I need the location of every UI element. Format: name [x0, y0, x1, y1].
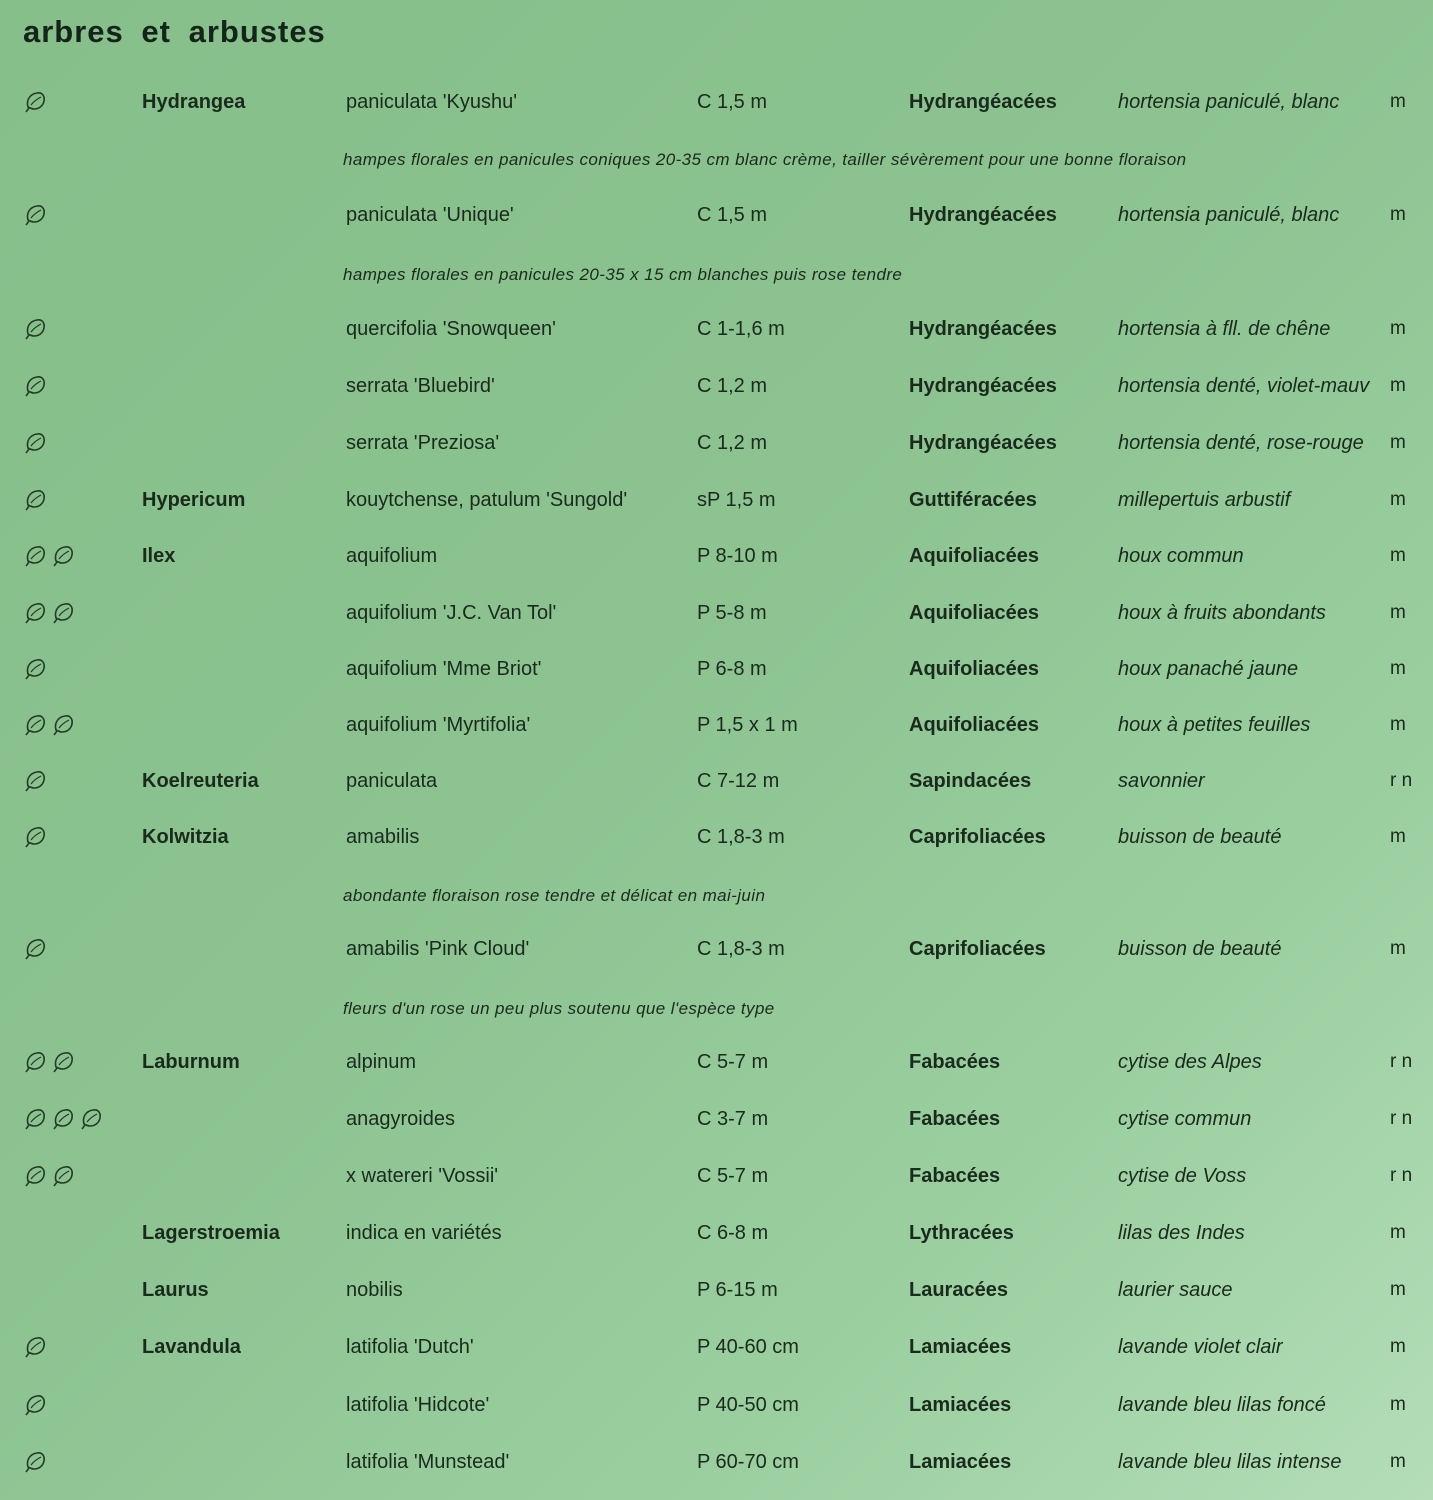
family-name: Lamiacées: [909, 1394, 1012, 1416]
leaf-shape-icon: [22, 429, 50, 457]
common-name: cytise de Voss: [1118, 1165, 1247, 1187]
plant-row: [0, 82, 1433, 122]
leaf-icons: [22, 761, 50, 801]
genus-name: Laurus: [142, 1279, 209, 1301]
use-code: r n: [1390, 1051, 1413, 1072]
leaf-shape-icon: [22, 542, 50, 570]
species-name: aquifolium: [346, 545, 438, 567]
common-name: laurier sauce: [1118, 1279, 1233, 1301]
family-name: Hydrangéacées: [909, 432, 1057, 454]
common-name: houx à petites feuilles: [1118, 714, 1311, 736]
leaf-icons: [22, 82, 50, 122]
species-name: quercifolia 'Snowqueen': [346, 318, 556, 340]
common-name: savonnier: [1118, 770, 1205, 792]
leaf-shape-icon: [22, 1391, 50, 1419]
use-code: m: [1390, 714, 1406, 735]
leaf-icons: [22, 1442, 50, 1482]
use-code: r n: [1390, 770, 1413, 791]
common-name: hortensia denté, rose-rouge: [1118, 432, 1364, 454]
species-name: amabilis: [346, 826, 420, 848]
plant-row: [0, 593, 1433, 633]
leaf-shape-icon: [50, 1162, 78, 1190]
leaf-icons: [22, 366, 50, 406]
leaf-shape-icon: [50, 1105, 78, 1133]
genus-name: Kolwitzia: [142, 826, 229, 848]
species-name: serrata 'Bluebird': [346, 375, 495, 397]
family-name: Hydrangéacées: [909, 318, 1057, 340]
plant-row: [0, 423, 1433, 463]
family-name: Lythracées: [909, 1222, 1014, 1244]
plant-row: [0, 1327, 1433, 1367]
leaf-shape-icon: [50, 1048, 78, 1076]
size-value: P 40-60 cm: [697, 1336, 799, 1358]
use-code: m: [1390, 545, 1406, 566]
species-name: paniculata 'Unique': [346, 204, 514, 226]
family-name: Lamiacées: [909, 1336, 1012, 1358]
genus-name: Koelreuteria: [142, 770, 259, 792]
species-name: paniculata 'Kyushu': [346, 91, 518, 113]
leaf-shape-icon: [22, 711, 50, 739]
species-name: latifolia 'Munstead': [346, 1451, 510, 1473]
leaf-shape-icon: [22, 88, 50, 116]
common-name: hortensia à fll. de chêne: [1118, 318, 1331, 340]
species-name: nobilis: [346, 1279, 403, 1301]
species-name: anagyroides: [346, 1108, 455, 1130]
plant-row: [0, 761, 1433, 801]
use-code: m: [1390, 602, 1406, 623]
size-value: P 6-8 m: [697, 658, 767, 680]
plant-row: [0, 1385, 1433, 1425]
use-code: m: [1390, 1451, 1406, 1472]
leaf-shape-icon: [78, 1105, 106, 1133]
size-value: C 1,2 m: [697, 432, 768, 454]
species-name: alpinum: [346, 1051, 417, 1073]
use-code: m: [1390, 489, 1406, 510]
common-name: buisson de beauté: [1118, 938, 1282, 960]
plant-row: [0, 1213, 1433, 1253]
leaf-icons: [22, 1099, 106, 1139]
genus-name: Hypericum: [142, 489, 246, 511]
species-name: aquifolium 'J.C. Van Tol': [346, 602, 557, 624]
family-name: Fabacées: [909, 1165, 1001, 1187]
leaf-icons: [22, 309, 50, 349]
size-value: C 1,2 m: [697, 375, 768, 397]
common-name: lavande bleu lilas foncé: [1118, 1394, 1326, 1416]
common-name: lilas des Indes: [1118, 1222, 1245, 1244]
plant-row: [0, 536, 1433, 576]
leaf-icons: [22, 423, 50, 463]
common-name: hortensia paniculé, blanc: [1118, 204, 1340, 226]
genus-name: Lagerstroemia: [142, 1222, 280, 1244]
leaf-shape-icon: [50, 542, 78, 570]
size-value: sP 1,5 m: [697, 489, 776, 511]
use-code: m: [1390, 1394, 1406, 1415]
leaf-shape-icon: [22, 1333, 50, 1361]
size-value: C 5-7 m: [697, 1051, 769, 1073]
size-value: C 1,5 m: [697, 91, 768, 113]
use-code: m: [1390, 658, 1406, 679]
leaf-shape-icon: [22, 1105, 50, 1133]
leaf-shape-icon: [22, 655, 50, 683]
use-code: m: [1390, 375, 1406, 396]
family-name: Sapindacées: [909, 770, 1032, 792]
leaf-shape-icon: [50, 599, 78, 627]
leaf-icons: [22, 817, 50, 857]
genus-name: Laburnum: [142, 1051, 240, 1073]
leaf-shape-icon: [22, 201, 50, 229]
use-code: m: [1390, 91, 1406, 112]
use-code: m: [1390, 318, 1406, 339]
leaf-icons: [22, 195, 50, 235]
use-code: m: [1390, 1222, 1406, 1243]
common-name: millepertuis arbustif: [1118, 489, 1291, 511]
common-name: cytise commun: [1118, 1108, 1252, 1130]
plant-row: [0, 1099, 1433, 1139]
family-name: Aquifoliacées: [909, 545, 1040, 567]
family-name: Aquifoliacées: [909, 714, 1040, 736]
genus-name: Hydrangea: [142, 91, 246, 113]
page-title: arbres et arbustes: [23, 14, 326, 49]
species-name: paniculata: [346, 770, 438, 792]
size-value: P 60-70 cm: [697, 1451, 799, 1473]
species-name: indica en variétés: [346, 1222, 502, 1244]
family-name: Caprifoliacées: [909, 826, 1046, 848]
species-name: serrata 'Preziosa': [346, 432, 500, 454]
size-value: C 1,5 m: [697, 204, 768, 226]
plant-row: [0, 1156, 1433, 1196]
plant-row: [0, 929, 1433, 969]
size-value: P 5-8 m: [697, 602, 767, 624]
plant-row: [0, 705, 1433, 745]
size-value: P 8-10 m: [697, 545, 778, 567]
size-value: C 5-7 m: [697, 1165, 769, 1187]
plant-row: [0, 817, 1433, 857]
common-name: lavande violet clair: [1118, 1336, 1283, 1358]
species-name: aquifolium 'Myrtifolia': [346, 714, 531, 736]
family-name: Hydrangéacées: [909, 375, 1057, 397]
plant-row: [0, 195, 1433, 235]
use-code: m: [1390, 938, 1406, 959]
size-value: P 40-50 cm: [697, 1394, 799, 1416]
description-note: hampes florales en panicules 20-35 x 15 cm blanches puis rose tendre: [343, 265, 903, 284]
leaf-icons: [22, 593, 78, 633]
size-value: P 6-15 m: [697, 1279, 778, 1301]
species-name: latifolia 'Hidcote': [346, 1394, 490, 1416]
leaf-shape-icon: [22, 599, 50, 627]
use-code: m: [1390, 204, 1406, 225]
family-name: Fabacées: [909, 1051, 1001, 1073]
size-value: C 1,8-3 m: [697, 938, 785, 960]
species-name: kouytchense, patulum 'Sungold': [346, 489, 628, 511]
common-name: hortensia denté, violet-mauv: [1118, 375, 1370, 397]
leaf-shape-icon: [22, 935, 50, 963]
common-name: buisson de beauté: [1118, 826, 1282, 848]
size-value: C 1-1,6 m: [697, 318, 785, 340]
common-name: houx panaché jaune: [1118, 658, 1299, 680]
use-code: r n: [1390, 1108, 1413, 1129]
leaf-shape-icon: [50, 711, 78, 739]
common-name: houx commun: [1118, 545, 1244, 567]
leaf-shape-icon: [22, 1048, 50, 1076]
family-name: Hydrangéacées: [909, 204, 1057, 226]
plant-row: [0, 1042, 1433, 1082]
species-name: x watereri 'Vossii': [346, 1165, 499, 1187]
species-name: aquifolium 'Mme Briot': [346, 658, 542, 680]
family-name: Lauracées: [909, 1279, 1008, 1301]
leaf-shape-icon: [22, 486, 50, 514]
size-value: C 1,8-3 m: [697, 826, 785, 848]
use-code: m: [1390, 432, 1406, 453]
leaf-shape-icon: [22, 1162, 50, 1190]
leaf-shape-icon: [22, 372, 50, 400]
family-name: Aquifoliacées: [909, 658, 1040, 680]
plant-row: [0, 1270, 1433, 1310]
family-name: Fabacées: [909, 1108, 1001, 1130]
genus-name: Ilex: [142, 545, 176, 567]
family-name: Lamiacées: [909, 1451, 1012, 1473]
leaf-shape-icon: [22, 767, 50, 795]
family-name: Hydrangéacées: [909, 91, 1057, 113]
use-code: m: [1390, 1279, 1406, 1300]
leaf-icons: [22, 929, 50, 969]
leaf-icons: [22, 1156, 78, 1196]
species-name: latifolia 'Dutch': [346, 1336, 474, 1358]
size-value: P 1,5 x 1 m: [697, 714, 798, 736]
species-name: amabilis 'Pink Cloud': [346, 938, 530, 960]
use-code: r n: [1390, 1165, 1413, 1186]
plant-row: [0, 480, 1433, 520]
plant-row: [0, 649, 1433, 689]
leaf-icons: [22, 1327, 50, 1367]
common-name: houx à fruits abondants: [1118, 602, 1326, 624]
common-name: hortensia paniculé, blanc: [1118, 91, 1340, 113]
leaf-shape-icon: [22, 315, 50, 343]
leaf-icons: [22, 649, 50, 689]
leaf-icons: [22, 1042, 78, 1082]
use-code: m: [1390, 1336, 1406, 1357]
leaf-shape-icon: [22, 1448, 50, 1476]
plant-row: [0, 309, 1433, 349]
size-value: C 6-8 m: [697, 1222, 769, 1244]
leaf-shape-icon: [22, 823, 50, 851]
leaf-icons: [22, 1385, 50, 1425]
description-note: abondante floraison rose tendre et délicat en mai-juin: [343, 886, 766, 905]
plant-row: [0, 366, 1433, 406]
leaf-icons: [22, 705, 78, 745]
use-code: m: [1390, 826, 1406, 847]
size-value: C 7-12 m: [697, 770, 780, 792]
leaf-icons: [22, 536, 78, 576]
common-name: cytise des Alpes: [1118, 1051, 1262, 1073]
description-note: hampes florales en panicules coniques 20-35 cm blanc crème, tailler sévèrement pour une bonne floraison: [343, 150, 1187, 169]
family-name: Caprifoliacées: [909, 938, 1046, 960]
family-name: Aquifoliacées: [909, 602, 1040, 624]
leaf-icons: [22, 480, 50, 520]
description-note: fleurs d'un rose un peu plus soutenu que l'espèce type: [343, 999, 775, 1018]
genus-name: Lavandula: [142, 1336, 241, 1358]
common-name: lavande bleu lilas intense: [1118, 1451, 1342, 1473]
family-name: Guttiféracées: [909, 489, 1037, 511]
size-value: C 3-7 m: [697, 1108, 769, 1130]
plant-row: [0, 1442, 1433, 1482]
